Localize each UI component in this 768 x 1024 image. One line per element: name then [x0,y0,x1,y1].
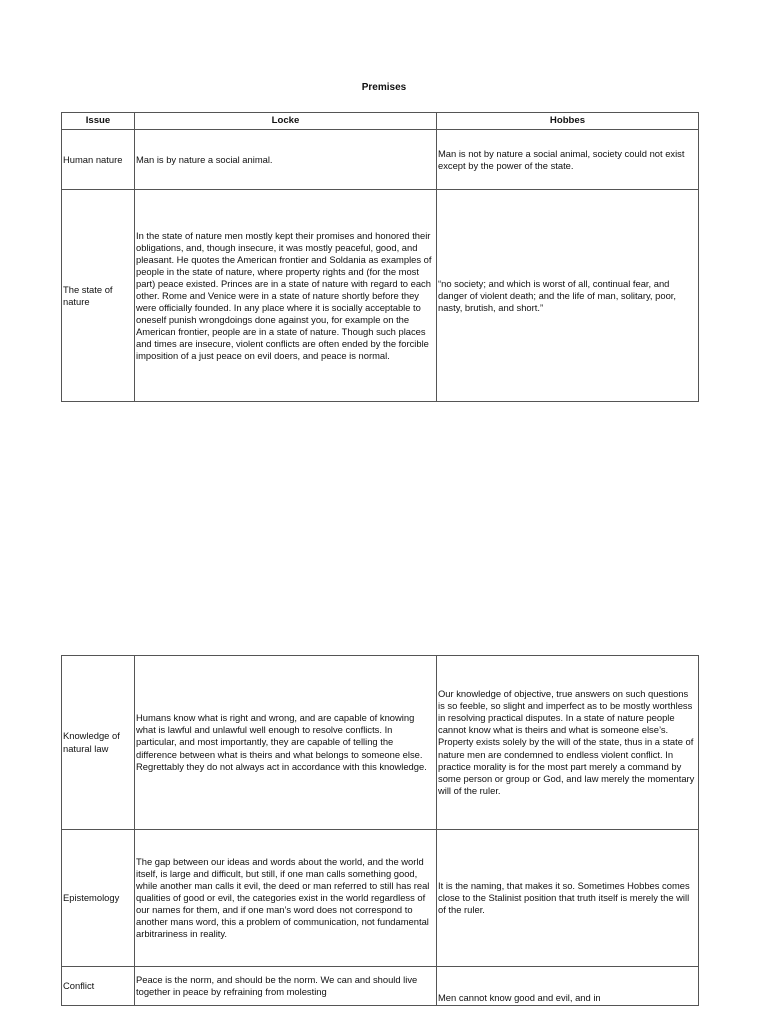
hobbes-cell: “no society; and which is worst of all, continual fear, and danger of violent death; and the life of man, solitary, poor, nasty, brutish, and short.” [437,190,699,402]
issue-cell: Epistemology [62,830,135,967]
table-row [62,830,699,967]
premises-table-bottom [61,655,699,1006]
issue-cell: Conflict [62,967,135,1006]
table-row [62,190,699,402]
header-issue: Issue [62,113,135,130]
locke-cell: The gap between our ideas and words about the world, and the world itself, is large and difficult, but still, if one man calls something good, while another man calls it evil, the deed or man referred to still has real qualities of good or evil, the categories exist in the world regardless of our names for them, and if one man’s word does not correspond to another mans word, this a problem of communication, not fundamental arbitrariness in reality. [135,830,437,967]
hobbes-cell: It is the naming, that makes it so. Sometimes Hobbes comes close to the Stalinist position that truth itself is merely the will of the ruler. [437,830,699,967]
header-hobbes: Hobbes [437,113,699,130]
hobbes-cell: Our knowledge of objective, true answers on such questions is so feeble, so slight and imperfect as to be mostly worthless in resolving practical disputes. In a state of nature people cannot know what is theirs and what is someone else’s. Property exists solely by the will of the state, thus in a state of nature men are condemned to endless violent conflict. In practice morality is for the most part merely a command by some person or group or God, and law merely the momentary will of the ruler. [437,656,699,830]
locke-cell: In the state of nature men mostly kept their promises and honored their obligations, and, though insecure, it was mostly peaceful, good, and pleasant. He quotes the American frontier and Soldania as examples of people in the state of nature, where property rights and (for the most part) peace existed. Princes are in a state of nature with regard to each other. Rome and Venice were in a state of nature shortly before they were officially founded. In any place where it is socially acceptable to oneself punish wrongdoings done against you, for example on the American frontier, people are in a state of nature. Though such places and times are insecure, violent conflicts are often ended by the forcible imposition of a just peace on evil doers, and peace is normal. [135,190,437,402]
issue-cell: Knowledge of natural law [62,656,135,830]
table-row [62,656,699,830]
hobbes-cell: Man is not by nature a social animal, society could not exist except by the power of the state. [437,130,699,190]
issue-cell: Human nature [62,130,135,190]
locke-cell: Peace is the norm, and should be the norm. We can and should live together in peace by refraining from molesting [135,967,437,1006]
header-locke: Locke [135,113,437,130]
locke-cell: Man is by nature a social animal. [135,130,437,190]
premises-table-top [61,112,699,402]
header-row [62,113,699,130]
page-title: Premises [361,82,407,93]
issue-cell: The state of nature [62,190,135,402]
locke-cell: Humans know what is right and wrong, and are capable of knowing what is lawful and unlawful well enough to resolve conflicts. In particular, and most importantly, they are capable of telling the difference between what is theirs and what belongs to someone else. Regrettably they do not always act in accordance with this knowledge. [135,656,437,830]
table-row [62,130,699,190]
table-row [62,967,699,1006]
hobbes-cell: Men cannot know good and evil, and in [437,967,699,1006]
